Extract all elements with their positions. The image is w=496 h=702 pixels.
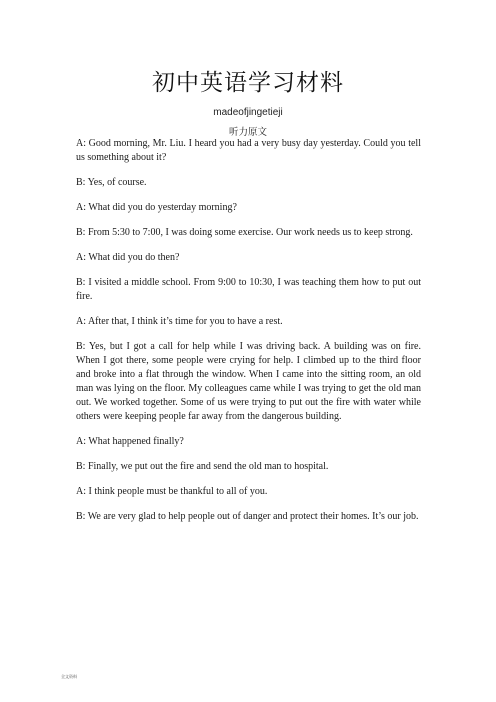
dialogue-line: B: Finally, we put out the fire and send the old man to hospital. (76, 461, 329, 472)
dialogue-line: A: Good morning, Mr. Liu. I heard you had a very busy day yesterday. Could you tell us something about it? (76, 138, 421, 163)
document-title: 初中英语学习材料 (152, 70, 344, 96)
dialogue-line: B: I visited a middle school. From 9:00 to 10:30, I was teaching them how to put out fire. (76, 277, 421, 302)
dialogue-line: A: What did you do then? (76, 252, 180, 263)
dialogue-line: A: What did you do yesterday morning? (76, 202, 237, 213)
dialogue-line: A: I think people must be thankful to all of you. (76, 486, 268, 497)
dialogue-line: A: What happened finally? (76, 436, 184, 447)
document-subtitle: madeofjingetieji (213, 107, 283, 118)
dialogue-text (76, 137, 421, 535)
section-label: 听力原文 (228, 127, 267, 138)
dialogue-line: B: Yes, but I got a call for help while I was driving back. A building was on fire. When I got there, some people were crying for help. I climbed up to the third floor and broke into a flat through the window. When I came into the sitting room, an old man was lying on the floor. My colleagues came while I was trying to get the old man out. We worked together. Some of us were trying to put out the fire with water while others were keeping people far away from the dangerous building. (76, 341, 421, 422)
dialogue-line: B: From 5:30 to 7:00, I was doing some exercise. Our work needs us to keep strong. (76, 227, 413, 238)
dialogue-line: B: We are very glad to help people out of danger and protect their homes. It’s our job. (76, 511, 419, 522)
page-footer: 全文资料 (61, 674, 77, 679)
dialogue-line: B: Yes, of course. (76, 177, 147, 188)
dialogue-line: A: After that, I think it’s time for you to have a rest. (76, 316, 283, 327)
